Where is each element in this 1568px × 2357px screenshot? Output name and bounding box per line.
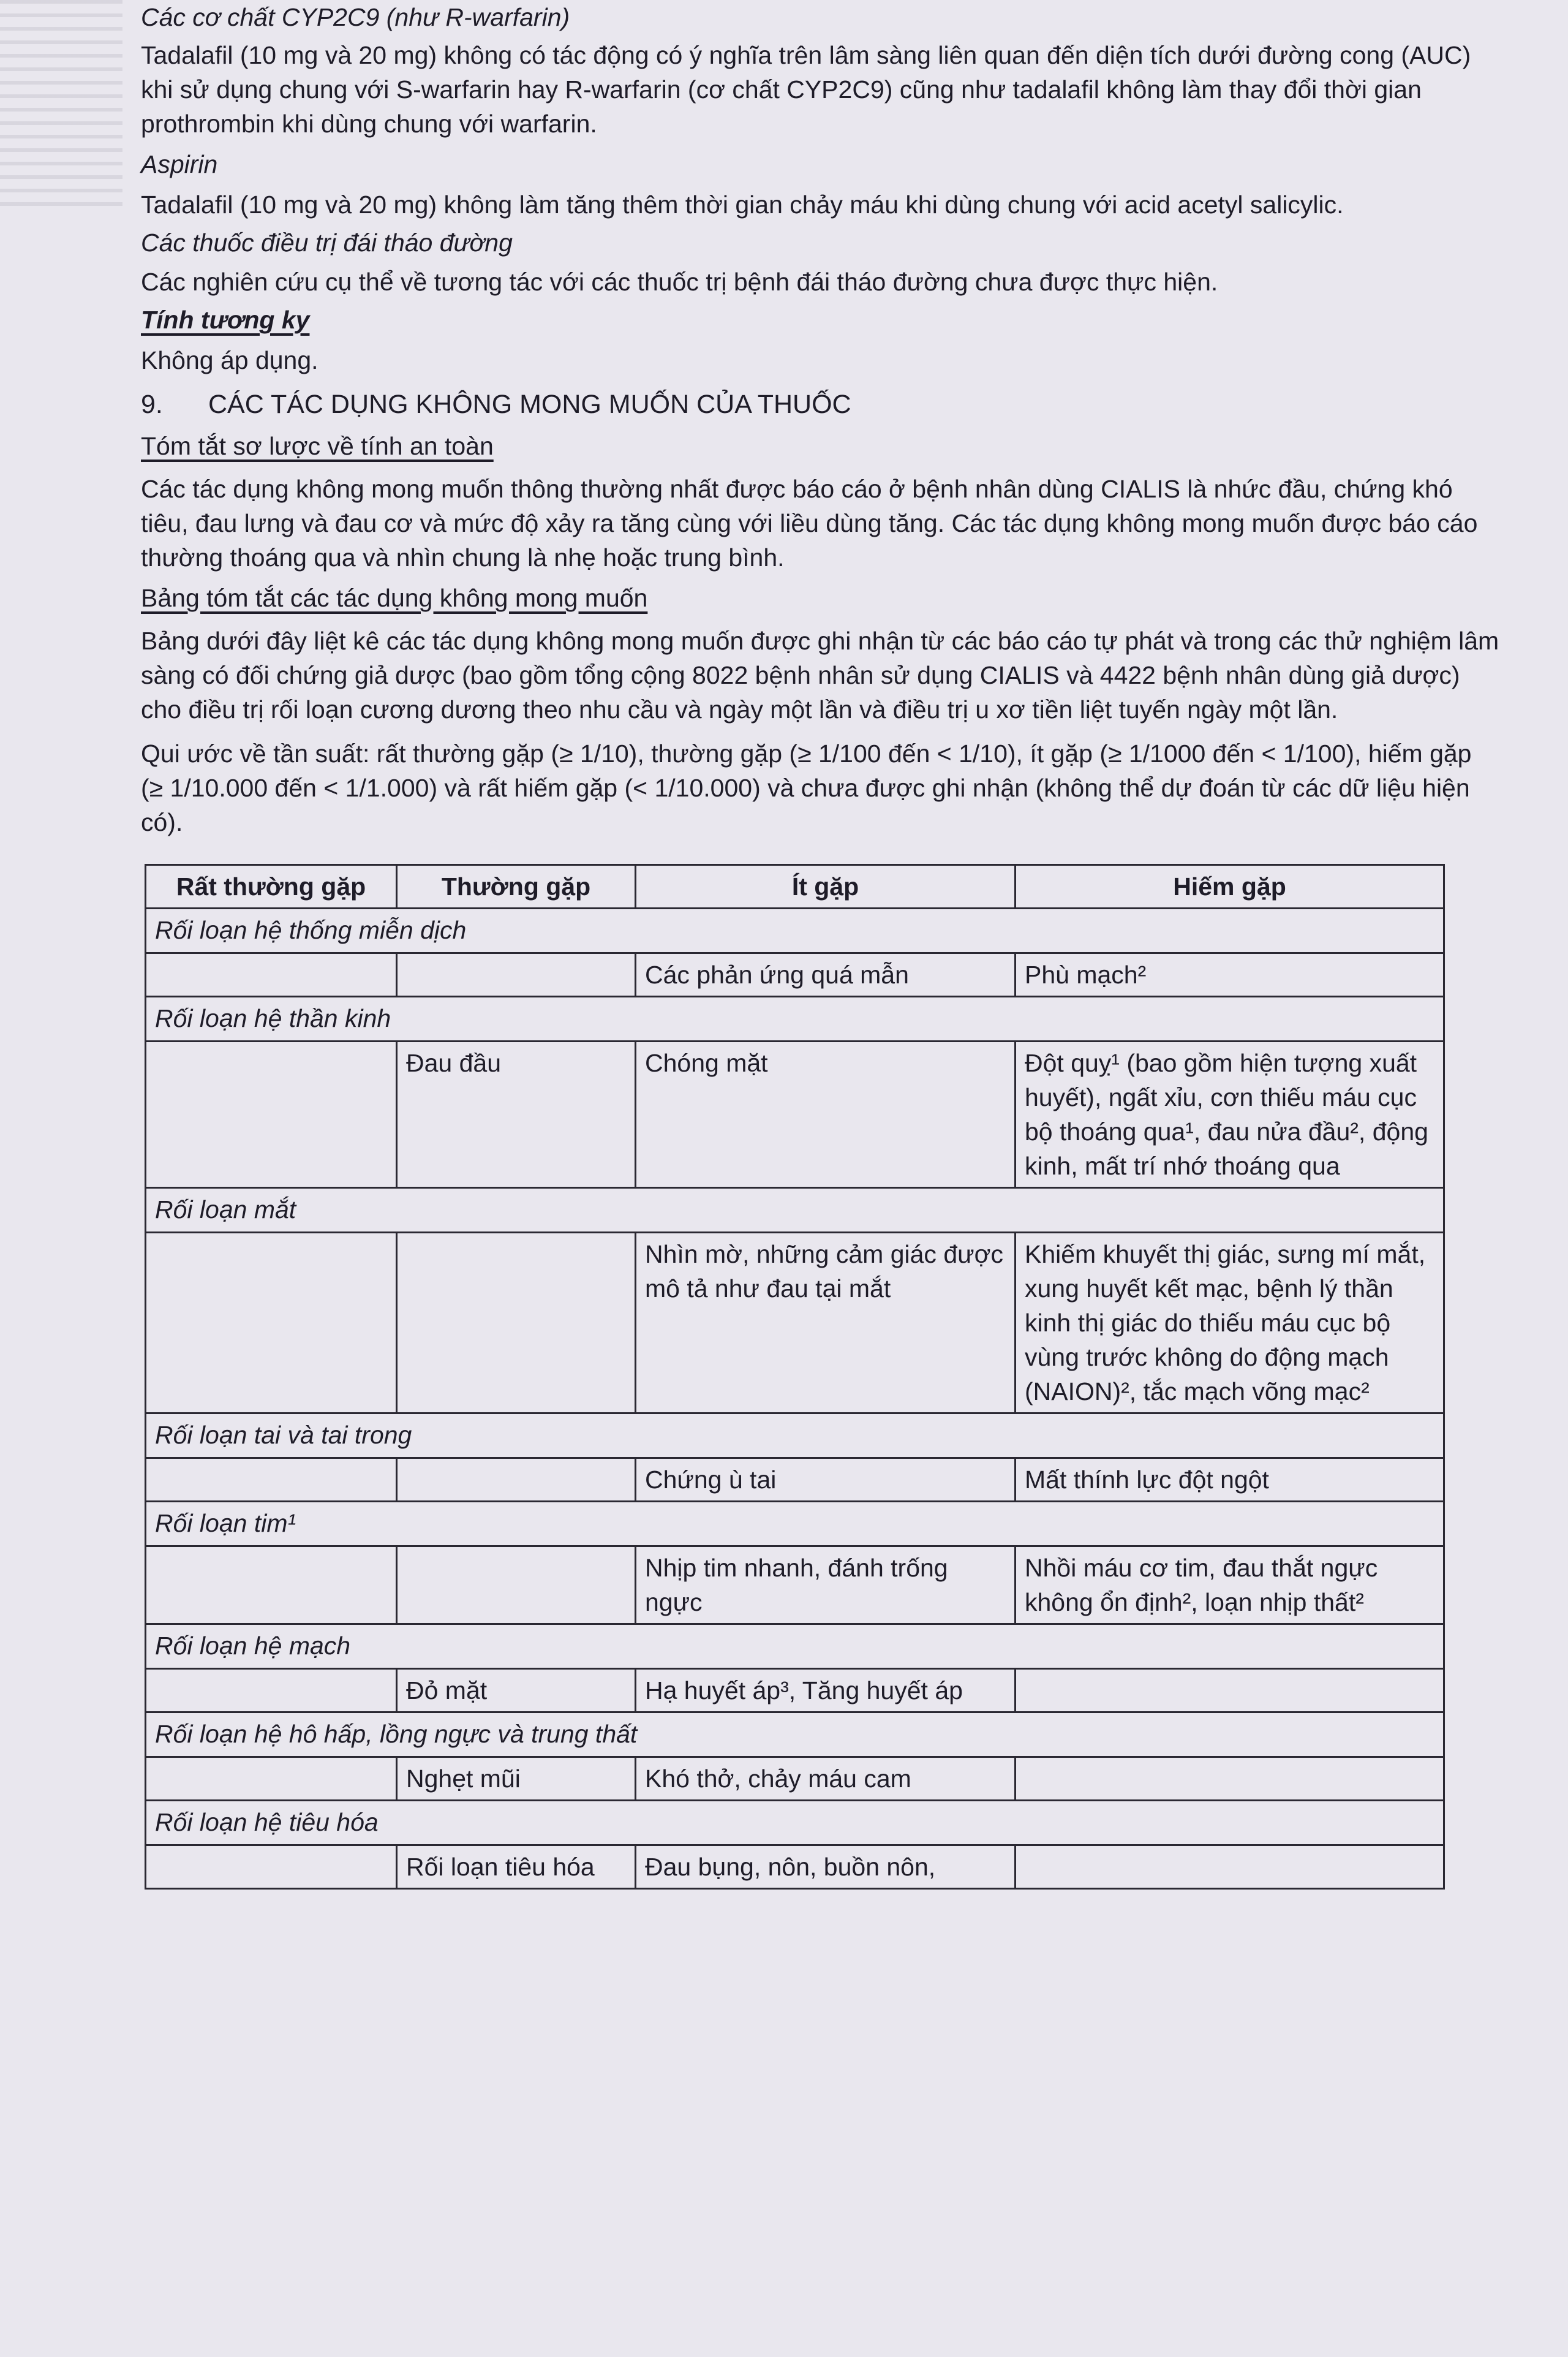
table-row [146,1624,1444,1669]
table-row [146,1845,1444,1889]
ae-table-heading: Bảng tóm tắt các tác dụng không mong muốn [141,584,648,612]
table-cell: Chóng mặt [636,1042,1016,1188]
group-cardiac: Rối loạn tim¹ [146,1502,1444,1546]
header-rare: Hiếm gặp [1016,865,1444,909]
table-cell [397,953,636,997]
table-row [146,909,1444,953]
group-ear: Rối loạn tai và tai trong [146,1413,1444,1458]
group-immune: Rối loạn hệ thống miễn dịch [146,909,1444,953]
table-cell: Khó thở, chảy máu cam [636,1757,1016,1801]
interaction-heading-diabetes: Các thuốc điều trị đái tháo đường [141,229,513,257]
table-cell [1016,1845,1444,1889]
table-cell: Nhìn mờ, những cảm giác được mô tả như đau tại mắt [636,1233,1016,1413]
table-row [146,1502,1444,1546]
table-row [146,1669,1444,1712]
table-cell [146,1669,397,1712]
header-common: Thường gặp [397,865,636,909]
table-cell [146,953,397,997]
table-row [146,997,1444,1042]
table-cell: Đau đầu [397,1042,636,1188]
scan-shadow [0,0,123,208]
interaction-heading-cyp2c9: Các cơ chất CYP2C9 (như R-warfarin) [141,3,570,31]
table-cell [397,1233,636,1413]
group-eye: Rối loạn mắt [146,1188,1444,1233]
table-cell: Khiếm khuyết thị giác, sưng mí mắt, xung huyết kết mạc, bệnh lý thần kinh thị giác do thiếu máu cục bộ vùng trước không do động mạch (NAION)², tắc mạch võng mạc² [1016,1233,1444,1413]
table-row [146,1042,1444,1188]
table-cell: Đau bụng, nôn, buồn nôn, [636,1845,1016,1889]
interaction-body-aspirin: Tadalafil (10 mg và 20 mg) không làm tăng thêm thời gian chảy máu khi dùng chung với acid acetyl salicylic. [141,191,1344,219]
table-cell: Nhịp tim nhanh, đánh trống ngực [636,1546,1016,1624]
incompatibility-body: Không áp dụng. [141,346,318,374]
header-very-common: Rất thường gặp [146,865,397,909]
interaction-body-cyp2c9: Tadalafil (10 mg và 20 mg) không có tác động có ý nghĩa trên lâm sàng liên quan đến diện tích dưới đường cong (AUC) khi sử dụng chung với S-warfarin hay R-warfarin (cơ chất CYP2C9) cũng như tadalafil không làm thay đổi thời gian prothrombin khi dùng chung với warfarin. [141,41,1471,138]
table-cell: Nhồi máu cơ tim, đau thắt ngực không ổn định², loạn nhịp thất² [1016,1546,1444,1624]
table-row [146,1757,1444,1801]
ae-table-intro: Bảng dưới đây liệt kê các tác dụng không mong muốn được ghi nhận từ các báo cáo tự phát và trong các thử nghiệm lâm sàng có đối chứng giả dược (bao gồm tổng cộng 8022 bệnh nhân sử dụng CIALIS và 4422 bệnh nhân dùng giả dược) cho điều trị rối loạn cương dương theo nhu cầu và ngày một lần và điều trị u xơ tiền liệt tuyến ngày một lần. [141,627,1499,724]
interaction-body-diabetes: Các nghiên cứu cụ thể về tương tác với các thuốc trị bệnh đái tháo đường chưa được thực hiện. [141,268,1218,296]
table-row [146,953,1444,997]
table-cell [146,1458,397,1502]
table-cell: Nghẹt mũi [397,1757,636,1801]
table-cell [1016,1757,1444,1801]
table-row [146,1188,1444,1233]
table-cell [146,1546,397,1624]
section-number: 9. [141,390,163,419]
group-gastro: Rối loạn hệ tiêu hóa [146,1801,1444,1845]
table-header-row [146,865,1444,909]
table-cell: Chứng ù tai [636,1458,1016,1502]
header-uncommon: Ít gặp [636,865,1016,909]
table-cell: Đỏ mặt [397,1669,636,1712]
table-cell [146,1042,397,1188]
incompatibility-heading: Tính tương ky [141,306,310,334]
table-cell [1016,1669,1444,1712]
group-vascular: Rối loạn hệ mạch [146,1624,1444,1669]
interaction-heading-aspirin: Aspirin [141,150,218,178]
table-row [146,1233,1444,1413]
table-cell [146,1757,397,1801]
table-cell: Hạ huyết áp³, Tăng huyết áp [636,1669,1016,1712]
section-title-text: CÁC TÁC DỤNG KHÔNG MONG MUỐN CỦA THUỐC [208,390,851,419]
adverse-effects-table [145,864,1445,1890]
table-cell [146,1233,397,1413]
table-row [146,1801,1444,1845]
table-row [146,1546,1444,1624]
table-cell: Rối loạn tiêu hóa [397,1845,636,1889]
table-cell [397,1458,636,1502]
table-cell: Các phản ứng quá mẫn [636,953,1016,997]
safety-summary-body: Các tác dụng không mong muốn thông thường nhất được báo cáo ở bệnh nhân dùng CIALIS là nhức đầu, chứng khó tiêu, đau lưng và đau cơ và mức độ xảy ra tăng cùng với liều dùng tăng. Các tác dụng không mong muốn được báo cáo thường thoáng qua và nhìn chung là nhẹ hoặc trung bình. [141,475,1478,572]
table-row [146,1413,1444,1458]
frequency-convention: Qui ước về tần suất: rất thường gặp (≥ 1/10), thường gặp (≥ 1/100 đến < 1/10), ít gặp (≥ 1/1000 đến < 1/100), hiếm gặp (≥ 1/10.000 đến < 1/1.000) và rất hiếm gặp (< 1/10.000) và chưa được ghi nhận (không thể dự đoán từ các dữ liệu hiện có). [141,740,1472,836]
group-respiratory: Rối loạn hệ hô hấp, lồng ngực và trung thất [146,1712,1444,1757]
table-cell [146,1845,397,1889]
table-cell [397,1546,636,1624]
section-9-title [141,386,1501,423]
group-nervous: Rối loạn hệ thần kinh [146,997,1444,1042]
table-row [146,1458,1444,1502]
table-cell: Mất thính lực đột ngột [1016,1458,1444,1502]
safety-summary-heading: Tóm tắt sơ lược về tính an toàn [141,432,494,460]
table-row [146,1712,1444,1757]
table-cell: Đột quỵ¹ (bao gồm hiện tượng xuất huyết), ngất xỉu, cơn thiếu máu cục bộ thoáng qua¹, đau nửa đầu², động kinh, mất trí nhớ thoáng qua [1016,1042,1444,1188]
table-cell: Phù mạch² [1016,953,1444,997]
